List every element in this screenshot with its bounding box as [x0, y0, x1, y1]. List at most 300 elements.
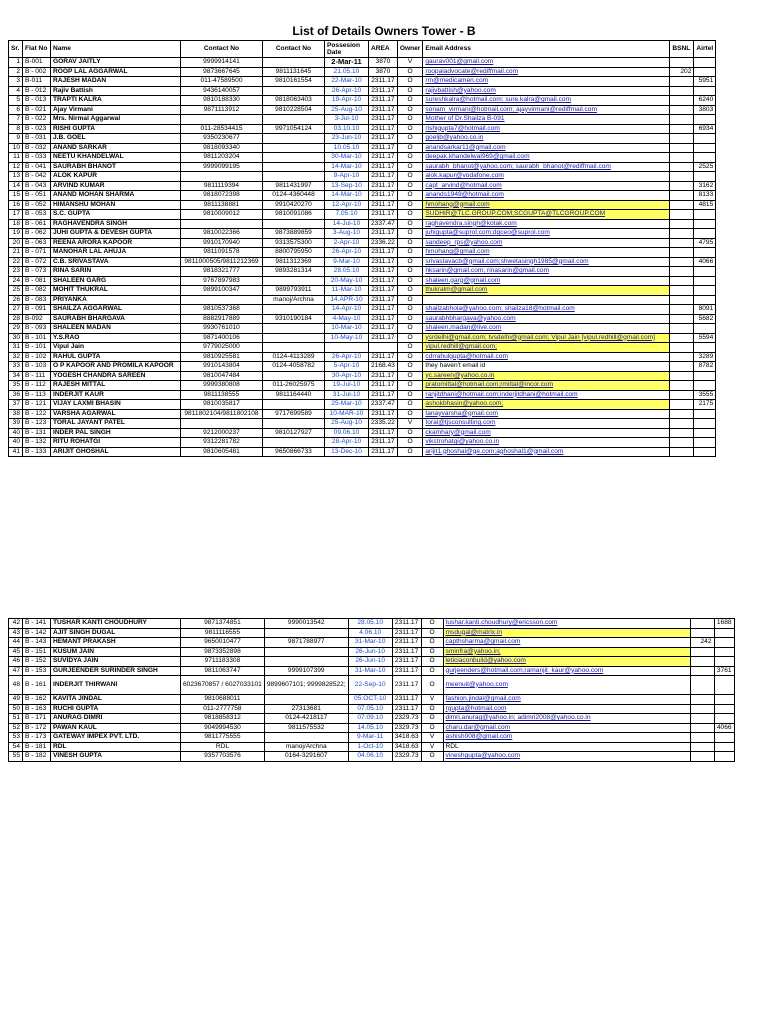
cell-contact1: 9811203204: [181, 153, 263, 163]
cell-email[interactable]: SUDHIR@TLC.GROUP.COM;SCGUPTA@TLCGROUP.COM: [423, 210, 670, 220]
cell-email[interactable]: rgupta@hotmail.com: [443, 704, 690, 714]
cell-contact1: 9811138881: [181, 200, 263, 210]
cell-owner: O: [397, 77, 423, 87]
cell-email[interactable]: ashokbhasin@yahoo.com;: [423, 400, 670, 410]
cell-email[interactable]: thukralm@gmail.com: [423, 286, 670, 296]
cell-bsnl: [670, 153, 694, 163]
cell-possession-date: 22-Mar-10: [325, 77, 369, 87]
cell-owner: O: [397, 67, 423, 77]
cell-email[interactable]: shailzabhola@yahoo.com; shailza18@hotmail.com: [423, 305, 670, 315]
cell-area: 2311.17: [369, 200, 398, 210]
cell-name: KUSUM JAIN: [51, 647, 181, 657]
cell-sr: 35: [9, 381, 23, 391]
cell-contact2: 9310190184: [263, 314, 325, 324]
cell-contact2: 9910420270: [263, 200, 325, 210]
cell-contact2: manoj/Archna: [264, 742, 348, 752]
cell-contact2: [263, 371, 325, 381]
cell-email[interactable]: capthsharma@gmail.com: [443, 638, 690, 648]
cell-contact2: 9811431997: [263, 181, 325, 191]
cell-sr: 16: [9, 200, 23, 210]
cell-name: JUHI GUPTA & DEVESH GUPTA: [51, 229, 181, 239]
cell-contact2: 9810127927: [263, 428, 325, 438]
cell-email[interactable]: charu.dar@gmail.com: [443, 723, 690, 733]
cell-bsnl: [670, 419, 694, 429]
cell-airtel: [714, 704, 734, 714]
cell-possession-date: 5-Apr-10: [325, 362, 369, 372]
cell-airtel: [694, 295, 716, 305]
cell-email[interactable]: saurabh_bhanot@yahoo.com; saurabh_bhanot@rediffmail.com: [423, 162, 670, 172]
col-header-email: Email Address: [423, 41, 670, 58]
cell-email[interactable]: yc.sareen@yahoo.co.in: [423, 371, 670, 381]
cell-owner: O: [397, 248, 423, 258]
cell-sr: 52: [9, 723, 23, 733]
cell-email[interactable]: hmohang@gmail.com: [423, 248, 670, 258]
cell-email[interactable]: ranjitdhani@hotmail.com;inderjitdhani@hotmail.com: [423, 390, 670, 400]
cell-bsnl: [670, 276, 694, 286]
cell-area: 2311.17: [369, 286, 398, 296]
cell-email[interactable]: sandeep_rps@yahoo.com: [423, 238, 670, 248]
cell-contact1: 9818858312: [181, 714, 265, 724]
cell-email[interactable]: pratomittal@hotmail.com;rmittal@incor.com: [423, 381, 670, 391]
cell-possession-date: 11-Mar-10: [325, 286, 369, 296]
cell-bsnl: [690, 733, 714, 743]
cell-sr: 55: [9, 752, 23, 762]
cell-flat: B - 033: [23, 153, 51, 163]
cell-owner: O: [421, 657, 443, 667]
cell-contact1: 9810925581: [181, 352, 263, 362]
cell-airtel: [694, 219, 716, 229]
cell-owner: O: [397, 238, 423, 248]
cell-sr: 5: [9, 96, 23, 106]
cell-flat: B - 081: [23, 276, 51, 286]
cell-email[interactable]: meenuit@yahoo.com: [443, 676, 690, 695]
cell-contact1: 011-2777758: [181, 704, 265, 714]
cell-sr: 54: [9, 742, 23, 752]
cell-contact1: 9871113912: [181, 105, 263, 115]
cell-possession-date: 9-Mar-10: [325, 257, 369, 267]
cell-area: 2311.17: [369, 447, 398, 457]
cell-airtel: [694, 419, 716, 429]
cell-owner: O: [397, 86, 423, 96]
cell-email[interactable]: rajivbattish@yahoo.com: [423, 86, 670, 96]
cell-sr: 9: [9, 134, 23, 144]
cell-airtel: [694, 86, 716, 96]
cell-possession-date: [325, 343, 369, 353]
cell-possession-date: 22-Sep-10: [348, 676, 392, 695]
cell-bsnl: [670, 238, 694, 248]
cell-possession-date: 19-Jul-10: [325, 381, 369, 391]
owners-table-main: [8, 40, 716, 457]
cell-sr: 3: [9, 77, 23, 87]
cell-name: RAJESH MITTAL: [51, 381, 181, 391]
cell-name: NEETU KHANDELWAL: [51, 153, 181, 163]
cell-email[interactable]: vikstrohatgi@yahoo.co.in: [423, 438, 670, 448]
cell-email[interactable]: sonam_virmani@hotmail.com; ajayvirmani@rediffmail.com: [423, 105, 670, 115]
cell-possession-date: 31-Mar-10: [348, 666, 392, 676]
cell-bsnl: [670, 447, 694, 457]
cell-email[interactable]: sminfra@yahoo.in;: [443, 647, 690, 657]
col-header-area: AREA: [369, 41, 398, 58]
cell-name: INDER PAL SINGH: [51, 428, 181, 438]
cell-email[interactable]: gurjeenders@hotmail.com;ramanjit_kaur@yahoo.com: [443, 666, 690, 676]
cell-bsnl: [670, 96, 694, 106]
cell-contact2: [263, 58, 325, 68]
col-header-sr: Sr.: [9, 41, 23, 58]
cell-name: GORAV JAITLY: [51, 58, 181, 68]
cell-flat: B - 052: [23, 200, 51, 210]
cell-contact1: 9357703576: [181, 752, 265, 762]
cell-owner: O: [397, 438, 423, 448]
cell-sr: 21: [9, 248, 23, 258]
cell-possession-date: 10.05.10: [325, 143, 369, 153]
table-row: [9, 752, 735, 762]
cell-name: TRAPTI KALRA: [51, 96, 181, 106]
table-row: [9, 115, 716, 125]
cell-contact2: 9971054124: [263, 124, 325, 134]
cell-possession-date: 28.05.10: [325, 267, 369, 277]
cell-contact1: 9818072398: [181, 191, 263, 201]
cell-area: 2311.17: [392, 704, 421, 714]
cell-contact1: 9711183308: [181, 657, 265, 667]
table-row: [9, 124, 716, 134]
cell-email[interactable]: shaleen.madan@live.com: [423, 324, 670, 334]
cell-contact2: 0164-3291607: [264, 752, 348, 762]
cell-airtel: [694, 324, 716, 334]
cell-owner: O: [421, 638, 443, 648]
cell-email[interactable]: rm@medicamen.com: [423, 77, 670, 87]
cell-email[interactable]: shaleen.garg@gmail.com: [423, 276, 670, 286]
cell-contact1: 9811000505/9811212369: [181, 257, 263, 267]
cell-flat: B-092: [23, 314, 51, 324]
cell-contact1: 6023670857 / 6027033101: [181, 676, 265, 695]
cell-airtel: 3289: [694, 352, 716, 362]
cell-email[interactable]: fashion.jindal@gmail.com: [443, 695, 690, 705]
cell-possession-date: 20-May-10: [325, 276, 369, 286]
cell-sr: 26: [9, 295, 23, 305]
table-row: [9, 657, 735, 667]
cell-name: RUCHI GUPTA: [51, 704, 181, 714]
cell-area: 2311.17: [392, 647, 421, 657]
cell-name: ALOK KAPUR: [51, 172, 181, 182]
table-row: [9, 409, 716, 419]
cell-area: 2329.73: [392, 714, 421, 724]
cell-contact2: 8800795950: [263, 248, 325, 258]
cell-owner: O: [397, 219, 423, 229]
cell-owner: O: [397, 134, 423, 144]
cell-possession-date: 3-Jul-10: [325, 115, 369, 125]
cell-airtel: [694, 153, 716, 163]
cell-possession-date: 26-Apr-10: [325, 248, 369, 258]
cell-contact2: 27313681: [264, 704, 348, 714]
cell-name: ANAND MOHAN SHARMA: [51, 191, 181, 201]
table-row: [9, 286, 716, 296]
cell-owner: O: [397, 105, 423, 115]
cell-email[interactable]: toral@tjsconsulting.com: [423, 419, 670, 429]
cell-contact2: [263, 143, 325, 153]
cell-contact1: 9811775555: [181, 733, 265, 743]
table-row: [9, 86, 716, 96]
cell-sr: 7: [9, 115, 23, 125]
cell-possession-date: 7.05.10: [325, 210, 369, 220]
cell-area: 2311.17: [369, 210, 398, 220]
cell-sr: 24: [9, 276, 23, 286]
cell-sr: 47: [9, 666, 23, 676]
cell-airtel: [714, 647, 734, 657]
cell-email[interactable]: capt_arvind@hotmail.com: [423, 181, 670, 191]
cell-name: SHAILZA AGGARWAL: [51, 305, 181, 315]
cell-area: [369, 343, 398, 353]
cell-contact2: 011-26025975: [263, 381, 325, 391]
cell-contact2: 9811164440: [263, 390, 325, 400]
cell-flat: B - 063: [23, 238, 51, 248]
cell-email[interactable]: ckamhary@gmail.com: [423, 428, 670, 438]
cell-name: HEMANT PRAKASH: [51, 638, 181, 648]
cell-contact1: 9212000237: [181, 428, 263, 438]
cell-contact1: 9871374851: [181, 619, 265, 629]
cell-owner: O: [421, 752, 443, 762]
cell-email[interactable]: juhigupta@suprol.com;dgceo@suprol.com: [423, 229, 670, 239]
cell-email[interactable]: roopaladvocate@rediffmail.com: [423, 67, 670, 77]
cell-flat: B - 072: [23, 257, 51, 267]
cell-flat: B - 161: [23, 676, 51, 695]
cell-contact2: [264, 657, 348, 667]
cell-email[interactable]: dimri.anurag@yahoo.in; adimri2008@yahoo.co.in: [443, 714, 690, 724]
cell-bsnl: [690, 647, 714, 657]
cell-airtel: [694, 229, 716, 239]
cell-email[interactable]: ashish008@gmail.com: [443, 733, 690, 743]
cell-contact2: 9811131645: [263, 67, 325, 77]
cell-name: HIMANSHU MOHAN: [51, 200, 181, 210]
cell-possession-date: 4-May-10: [325, 314, 369, 324]
cell-email[interactable]: Mother of Dr.Shailza B-091: [423, 115, 670, 125]
cell-area: 2311.17: [369, 371, 398, 381]
cell-airtel: [694, 343, 716, 353]
cell-airtel: 3555: [694, 390, 716, 400]
cell-email[interactable]: deepak.khandelwal969@gmail.com: [423, 153, 670, 163]
table-row: [9, 191, 716, 201]
cell-bsnl: [670, 124, 694, 134]
cell-contact1: 9811116555: [181, 628, 265, 638]
table-row: [9, 400, 716, 410]
cell-airtel: [694, 381, 716, 391]
cell-area: 2311.17: [369, 305, 398, 315]
cell-flat: B - 131: [23, 428, 51, 438]
cell-bsnl: [670, 305, 694, 315]
cell-email[interactable]: alok.kapur@vodafone.com: [423, 172, 670, 182]
cell-contact2: 9810161554: [263, 77, 325, 87]
cell-flat: B - 103: [23, 362, 51, 372]
cell-sr: 2: [9, 67, 23, 77]
cell-area: 2311.17: [369, 390, 398, 400]
cell-flat: B - 122: [23, 409, 51, 419]
cell-airtel: 8782: [694, 362, 716, 372]
cell-flat: B - 132: [23, 438, 51, 448]
cell-contact2: [263, 305, 325, 315]
cell-name: VINESH GUPTA: [51, 752, 181, 762]
cell-owner: O: [397, 115, 423, 125]
table-row: [9, 666, 735, 676]
cell-area: 2311.17: [369, 172, 398, 182]
cell-possession-date: 09.06.10: [325, 428, 369, 438]
cell-airtel: 2525: [694, 162, 716, 172]
cell-airtel: [694, 134, 716, 144]
cell-email[interactable]: msdugal@matrix.in: [443, 628, 690, 638]
cell-owner: O: [421, 714, 443, 724]
cell-sr: 11: [9, 153, 23, 163]
col-header-contact2: Contact No: [263, 41, 325, 58]
cell-contact1: 9810188330: [181, 96, 263, 106]
table-row: [9, 714, 735, 724]
cell-email[interactable]: leticiaconbuild@yahoo.com: [443, 657, 690, 667]
cell-sr: 39: [9, 419, 23, 429]
cell-area: 2311.17: [369, 438, 398, 448]
cell-email[interactable]: saurabhbhargava@yahoo.com: [423, 314, 670, 324]
cell-email[interactable]: rishigupta7@hotmail.com: [423, 124, 670, 134]
cell-email[interactable]: arijit1.ghoshal@ge.com;aghoshal1@gmail.com: [423, 447, 670, 457]
cell-email[interactable]: hmohang@gmail.com: [423, 200, 670, 210]
cell-email[interactable]: raghavendra.singh@kotak.com: [423, 219, 670, 229]
cell-area: 2311.17: [369, 324, 398, 334]
cell-possession-date: 3-Aug-10: [325, 229, 369, 239]
cell-bsnl: [690, 742, 714, 752]
cell-flat: B - 143: [23, 638, 51, 648]
cell-flat: B - 172: [23, 723, 51, 733]
cell-owner: V: [421, 733, 443, 743]
cell-owner: O: [397, 200, 423, 210]
cell-email[interactable]: cdrrahulgupta@hotmail.com: [423, 352, 670, 362]
cell-contact2: [263, 343, 325, 353]
cell-name: SUVIDYA JAIN: [51, 657, 181, 667]
cell-bsnl: [670, 362, 694, 372]
cell-bsnl: [670, 86, 694, 96]
cell-email[interactable]: anandsarkar11@gmail.com: [423, 143, 670, 153]
cell-possession-date: 1-Oct-10: [348, 742, 392, 752]
cell-sr: 27: [9, 305, 23, 315]
cell-name: KAVITA JINDAL: [51, 695, 181, 705]
cell-bsnl: [690, 676, 714, 695]
cell-airtel: 4795: [694, 238, 716, 248]
cell-possession-date: 03.10.10: [325, 124, 369, 134]
cell-email[interactable]: sureshkalra@hotmail.com; sure.kalra@gmail.com: [423, 96, 670, 106]
cell-contact2: [264, 647, 348, 657]
cell-email[interactable]: ysrdelhi@gmail.com; tvsdelhi@gmail.com; Vipul Jain [vipul.redhill@gmail.com]: [423, 333, 670, 343]
cell-email: [423, 295, 670, 305]
cell-contact2: 9811575532: [264, 723, 348, 733]
table-row: [9, 248, 716, 258]
cell-email[interactable]: goeljb@yahoo.co.in: [423, 134, 670, 144]
cell-contact1: [181, 172, 263, 182]
cell-owner: O: [397, 343, 423, 353]
table-row: [9, 343, 716, 353]
table-row: [9, 229, 716, 239]
cell-email[interactable]: vineshgupta@yahoo.com: [443, 752, 690, 762]
cell-possession-date: 14-Jul-10: [325, 219, 369, 229]
table-row: [9, 134, 716, 144]
table-row: [9, 58, 716, 68]
cell-contact1: 011-47589500: [181, 77, 263, 87]
table-row: [9, 419, 716, 429]
cell-airtel: [694, 409, 716, 419]
cell-area: 2311.17: [369, 115, 398, 125]
cell-flat: B - 091: [23, 305, 51, 315]
cell-contact1: 9930761010: [181, 324, 263, 334]
cell-email[interactable]: vipul.redhill@gmail.com;: [423, 343, 670, 353]
cell-email[interactable]: gaurav001@gmail.com: [423, 58, 670, 68]
cell-contact2: 0124-4058782: [263, 362, 325, 372]
table-row: [9, 390, 716, 400]
cell-contact1: 9810688011: [181, 695, 265, 705]
cell-name: C.B. SRIVASTAVA: [51, 257, 181, 267]
cell-airtel: [714, 657, 734, 667]
cell-bsnl: [670, 77, 694, 87]
cell-contact2: 9818063403: [263, 96, 325, 106]
cell-name: ANAND SARKAR: [51, 143, 181, 153]
cell-sr: 36: [9, 390, 23, 400]
cell-owner: O: [397, 153, 423, 163]
cell-area: 2311.17: [392, 676, 421, 695]
cell-email[interactable]: tanayvarsha@gmail.com: [423, 409, 670, 419]
cell-email[interactable]: tushar.kanti.choudhury@ericsson.com: [443, 619, 690, 629]
cell-possession-date: 30-Mar-10: [325, 153, 369, 163]
cell-airtel: 5682: [694, 314, 716, 324]
cell-flat: B - 031: [23, 134, 51, 144]
cell-possession-date: 30-Apr-10: [325, 371, 369, 381]
cell-email[interactable]: srivastavacb@gmail.com;shwetasingh1985@gmail.com: [423, 257, 670, 267]
cell-possession-date: 07.05.10: [348, 704, 392, 714]
cell-sr: 53: [9, 733, 23, 743]
cell-name: RISHI GUPTA: [51, 124, 181, 134]
cell-flat: B - 152: [23, 657, 51, 667]
cell-bsnl: [670, 286, 694, 296]
cell-contact1: 011-28534415: [181, 124, 263, 134]
cell-contact1: 9873667645: [181, 67, 263, 77]
cell-airtel: 1688: [714, 619, 734, 629]
cell-area: 2311.17: [369, 428, 398, 438]
cell-possession-date: 25-Aug-10: [325, 419, 369, 429]
cell-contact2: [263, 219, 325, 229]
cell-flat: B - 171: [23, 714, 51, 724]
cell-owner: O: [397, 124, 423, 134]
cell-airtel: [694, 115, 716, 125]
cell-possession-date: 9-Mar-11: [348, 733, 392, 743]
cell-flat: B - 112: [23, 381, 51, 391]
cell-contact1: 9999914141: [181, 58, 263, 68]
cell-bsnl: 242: [690, 638, 714, 648]
cell-email[interactable]: hksarin@gmail.com; rinasarin@gmail.com: [423, 267, 670, 277]
cell-contact1: 9436140057: [181, 86, 263, 96]
cell-contact1: 9811119394: [181, 181, 263, 191]
cell-possession-date: 26-Apr-10: [325, 352, 369, 362]
cell-bsnl: [670, 162, 694, 172]
cell-bsnl: [690, 752, 714, 762]
cell-name: SAURABH BHARGAVA: [51, 314, 181, 324]
cell-area: 2311.17: [369, 333, 398, 343]
cell-bsnl: [670, 314, 694, 324]
cell-area: 2311.17: [392, 628, 421, 638]
table-row: [9, 143, 716, 153]
table-row: [9, 428, 716, 438]
table-row: [9, 676, 735, 695]
table-row: [9, 181, 716, 191]
cell-email[interactable]: anands1949@hotmail.com: [423, 191, 670, 201]
cell-sr: 6: [9, 105, 23, 115]
cell-bsnl: [670, 400, 694, 410]
cell-possession-date: 12-Apr-10: [325, 200, 369, 210]
cell-possession-date: 14-Mar-10: [325, 162, 369, 172]
cell-area: 2168.43: [369, 362, 398, 372]
cell-airtel: [694, 172, 716, 182]
cell-owner: O: [397, 257, 423, 267]
